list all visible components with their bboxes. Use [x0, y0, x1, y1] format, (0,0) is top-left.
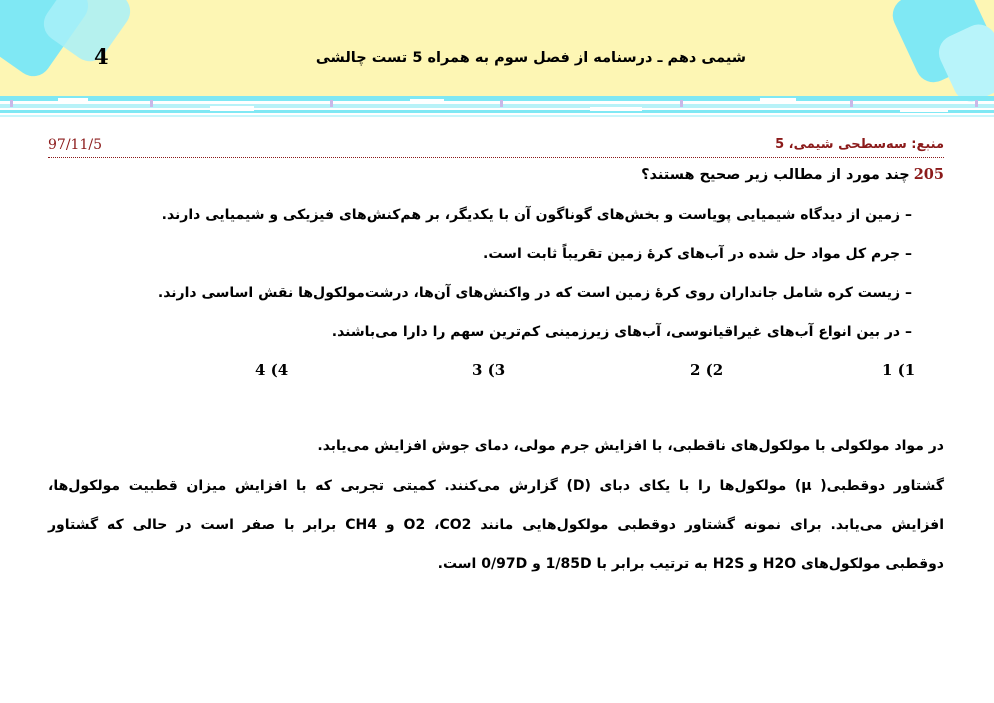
- lesson-line: دوقطبی مولکول‌های H2O و H2S به ترتیب برابر با 1/85D و 0/97D است.: [437, 556, 944, 572]
- lesson-line: در مواد مولکولی با مولکول‌های ناقطبی، با افزایش جرم مولی، دمای جوش افزایش می‌یابد.: [317, 438, 944, 454]
- statement-item: – زمین از دیدگاه شیمیایی پویاست و بخش‌های گوناگون آن با یکدیگر، بر هم‌کنش‌های فیزیکی و شیمیایی دارند.: [161, 207, 912, 223]
- answer-option-2[interactable]: 2 (2: [690, 361, 724, 379]
- statement-item: – جرم کل مواد حل شده در آب‌های کرهٔ زمین تقریباً ثابت است.: [483, 246, 912, 262]
- lesson-line: گشتاور دوقطبی( μ) مولکول‌ها را با یکای دبای (D) گزارش می‌کنند. کمیتی تجربی که با افزایش میزان قطبیت مولکول‌ها،: [48, 478, 944, 494]
- header-background: [0, 0, 994, 98]
- question-text: چند مورد از مطالب زیر صحیح هستند؟: [641, 167, 910, 183]
- answer-option-3[interactable]: 3 (3: [472, 361, 506, 379]
- answer-option-1[interactable]: 1 (1: [882, 361, 916, 379]
- question-number: 205: [913, 166, 944, 183]
- page-number: 4: [94, 44, 109, 69]
- header-stripes: [0, 96, 994, 122]
- statement-item: – در بین انواع آب‌های غیراقیانوسی، آب‌های زیرزمینی کم‌ترین سهم را دارا می‌باشند.: [331, 324, 912, 340]
- source-label: منبع: سه‌سطحی شیمی، 5: [775, 137, 944, 152]
- page-title: شیمی دهم ـ درسنامه از فصل سوم به همراه 5 تست چالشی: [315, 50, 746, 66]
- statement-item: – زیست کره شامل جانداران روی کرهٔ زمین است که در واکنش‌های آن‌ها، درشت‌مولکول‌ها نقش اساسی دارند.: [157, 285, 912, 301]
- source-line: [48, 137, 944, 158]
- question-stem: [641, 166, 944, 183]
- source-date: 97/11/5: [48, 137, 102, 153]
- lesson-line: افزایش می‌یابد. برای نمونه گشتاور دوقطبی مولکول‌هایی مانند O2 ،CO2 و CH4 برابر با صفر است در حالی که گشتاور: [48, 517, 944, 533]
- answer-option-4[interactable]: 4 (4: [255, 361, 289, 379]
- page-header: [0, 0, 994, 122]
